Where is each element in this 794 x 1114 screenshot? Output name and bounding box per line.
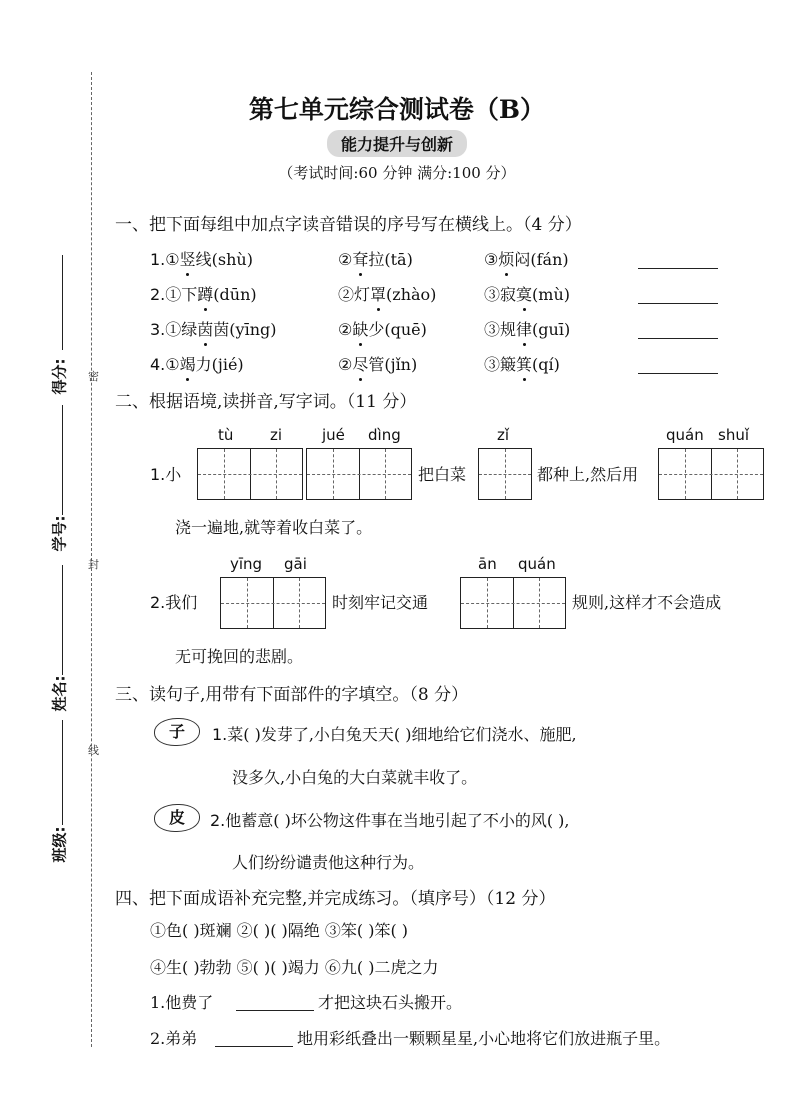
name-rule [62, 565, 63, 675]
class-label: 班级: [50, 826, 69, 863]
binding-char-feng: 封 [88, 558, 99, 571]
q-number: 1. [212, 725, 228, 744]
text: 地用彩纸叠出一颗颗星星,小心地将它们放进瓶子里。 [297, 1029, 671, 1048]
section3-heading: 三、读句子,用带有下面部件的字填空。（8 分） [115, 685, 469, 705]
page-subtitle: 能力提升与创新 [327, 130, 467, 157]
student-id-rule [62, 405, 63, 515]
idiom-row-2: ④生( )勃勃 ⑤( )( )竭力 ⑥九( )二虎之力 [150, 958, 439, 977]
section4-heading: 四、把下面成语补充完整,并完成练习。（填序号）（12 分） [115, 889, 556, 909]
pinyin: quán [666, 426, 704, 444]
text: 无可挽回的悲剧。 [175, 647, 304, 666]
answer-blank[interactable] [638, 303, 718, 304]
pinyin: tù [218, 426, 234, 444]
pinyin: zi [270, 426, 283, 444]
answer-blank[interactable] [236, 1010, 314, 1011]
writing-grid[interactable] [197, 448, 303, 500]
binding-char-mi: 密 [88, 370, 99, 383]
text: 时刻牢记交通 [332, 593, 429, 612]
q-number: 2. [210, 811, 226, 830]
writing-grid[interactable] [460, 577, 566, 629]
text: 才把这块石头搬开。 [318, 993, 463, 1012]
q-number: 2. [150, 593, 166, 612]
answer-blank[interactable] [638, 338, 718, 339]
score-rule [62, 255, 63, 350]
section2-heading: 二、根据语境,读拼音,写字词。（11 分） [115, 392, 417, 412]
binding-char-xian: 线 [88, 744, 99, 757]
text: 菜( )发芽了,小白兔天天( )细地给它们浇水、施肥, [227, 725, 577, 744]
text: 1.他费了 [150, 993, 214, 1012]
writing-grid[interactable] [306, 448, 412, 500]
pinyin: gāi [284, 555, 307, 573]
page-title: 第七单元综合测试卷（B） [248, 95, 546, 124]
writing-grid[interactable] [478, 448, 532, 500]
class-rule [62, 720, 63, 825]
idiom-row-1: ①色( )斑斓 ②( )( )隔绝 ③笨( )笨( ) [150, 921, 409, 940]
text: 没多久,小白兔的大白菜就丰收了。 [232, 768, 478, 787]
name-label: 姓名: [50, 675, 69, 712]
q-number: 1. [150, 465, 166, 484]
student-id-label: 学号: [50, 515, 69, 552]
pinyin: dìng [368, 426, 401, 444]
text: 把白菜 [418, 465, 467, 484]
text: 人们纷纷谴责他这种行为。 [232, 853, 425, 872]
writing-grid[interactable] [220, 577, 326, 629]
section1-heading: 一、把下面每组中加点字读音错误的序号写在横线上。（4 分） [115, 215, 582, 235]
pinyin: quán [518, 555, 556, 573]
answer-blank[interactable] [215, 1046, 293, 1047]
pinyin: shuǐ [718, 426, 749, 444]
answer-blank[interactable] [638, 268, 718, 269]
component-tag-zi: 子 [154, 718, 200, 746]
pinyin: yīng [230, 555, 263, 573]
component-tag-pi: 皮 [154, 804, 200, 832]
text: 他蓄意( )坏公物这件事在当地引起了不小的风( ), [225, 811, 570, 830]
q-number: 1. [150, 250, 166, 269]
text: 2.弟弟 [150, 1029, 198, 1048]
pinyin: jué [322, 426, 345, 444]
writing-grid[interactable] [658, 448, 764, 500]
exam-info: （考试时间:60 分钟 满分:100 分） [278, 164, 516, 182]
answer-blank[interactable] [638, 373, 718, 374]
text: 都种上,然后用 [537, 465, 639, 484]
pinyin: zǐ [497, 426, 510, 444]
pinyin: ān [478, 555, 497, 573]
text: 规则,这样才不会造成 [572, 593, 722, 612]
text: 小 [165, 465, 182, 484]
score-label: 得分: [50, 358, 69, 395]
text: 浇一遍地,就等着收白菜了。 [175, 518, 373, 537]
text: 我们 [165, 593, 198, 612]
